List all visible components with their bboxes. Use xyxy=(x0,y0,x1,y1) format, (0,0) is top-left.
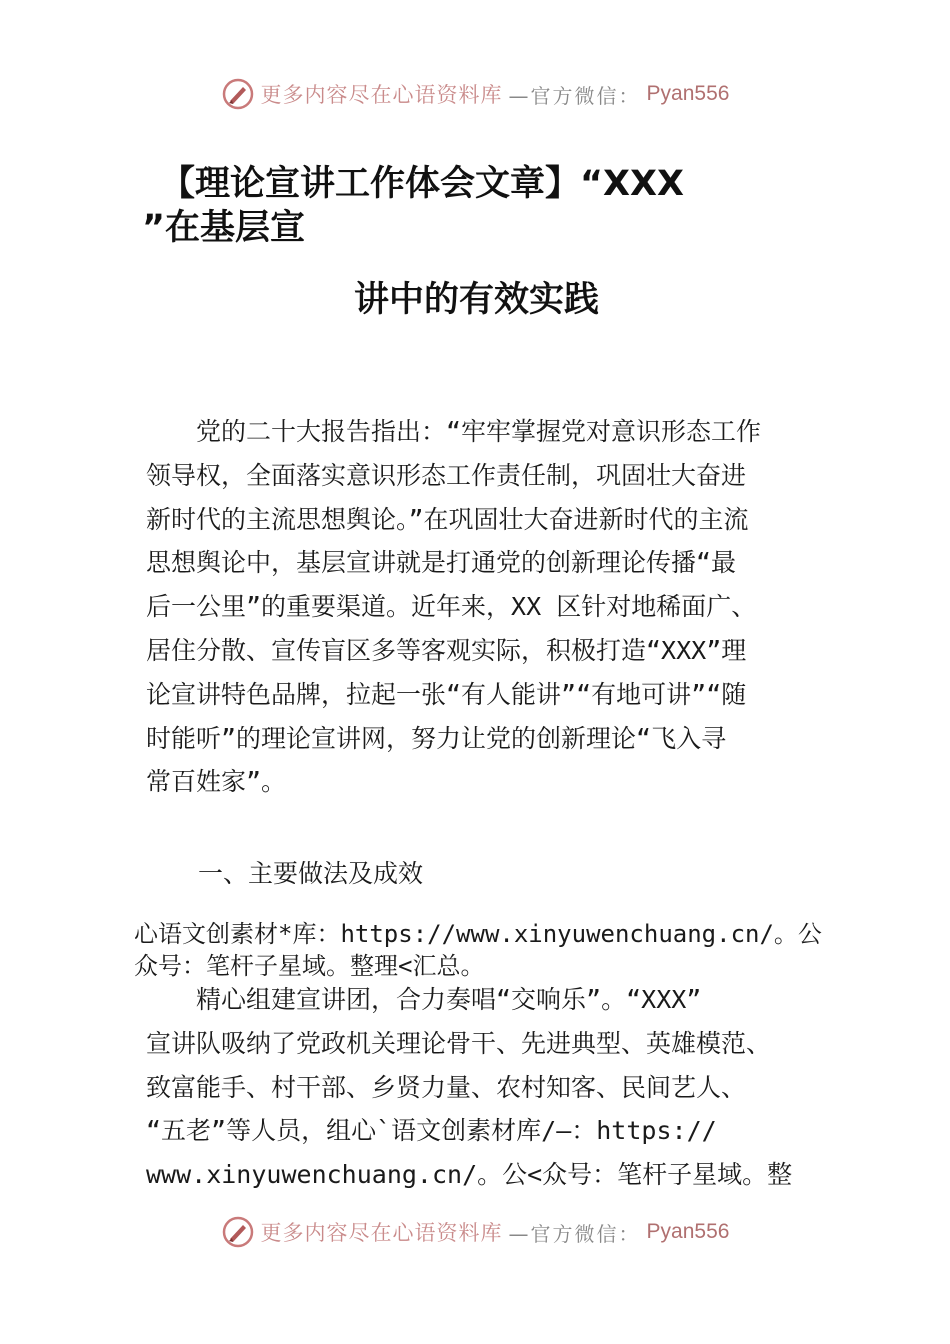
paragraph-line: www.xinyuwenchuang.cn/。公<众号：笔杆子星域。整 xyxy=(146,1160,793,1190)
watermark-main-text: 更多内容尽在心语资料库 xyxy=(260,1221,503,1245)
inserted-note xyxy=(134,918,834,982)
note-line: 心语文创素材*库：https://www.xinyuwenchuang.cn/。公 xyxy=(134,920,822,948)
paragraph-line: “五老”等人员，组心`语文创素材库/—：https:// xyxy=(146,1116,717,1146)
intro-paragraph xyxy=(146,410,826,804)
brush-logo-icon xyxy=(221,77,255,111)
document-title-line-1: 【理论宣讲工作体会文章】“XXX xyxy=(160,164,684,204)
footer-watermark xyxy=(0,1212,950,1252)
body-paragraph xyxy=(146,978,836,1197)
paragraph-line: 居住分散、宣传盲区多等客观实际，积极打造“XXX”理 xyxy=(146,635,747,665)
watermark-sub-text: —官方微信： xyxy=(508,83,641,108)
paragraph-line: 时能听”的理论宣讲网，努力让党的创新理论“飞入寻 xyxy=(146,723,727,753)
watermark-id-text: Pyan556 xyxy=(646,1220,730,1243)
paragraph-line: 宣讲队吸纳了党政机关理论骨干、先进典型、英雄模范、 xyxy=(146,1028,772,1058)
paragraph-line: 精心组建宣讲团，合力奏唱“交响乐”。“XXX” xyxy=(146,985,702,1014)
paragraph-line: 新时代的主流思想舆论。”在巩固壮大奋进新时代的主流 xyxy=(146,504,749,534)
paragraph-line: 论宣讲特色品牌，拉起一张“有人能讲”“有地可讲”“随 xyxy=(146,679,747,709)
brush-logo-icon xyxy=(221,1215,255,1249)
watermark-sub-text: —官方微信： xyxy=(508,1221,641,1246)
section-heading: 一、主要做法及成效 xyxy=(198,859,424,888)
paragraph-line: 领导权，全面落实意识形态工作责任制，巩固壮大奋进 xyxy=(146,460,747,490)
paragraph-line: 思想舆论中，基层宣讲就是打通党的创新理论传播“最 xyxy=(146,548,737,578)
paragraph-line: 党的二十大报告指出：“牢牢掌握党对意识形态工作 xyxy=(146,417,762,446)
paragraph-line: 常百姓家”。 xyxy=(146,767,287,797)
paragraph-line: 致富能手、村干部、乡贤力量、农村知客、民间艺人、 xyxy=(146,1072,747,1102)
header-watermark xyxy=(0,74,950,114)
watermark-main-text: 更多内容尽在心语资料库 xyxy=(260,83,503,107)
document-title-line-2: ”在基层宣 xyxy=(142,208,306,248)
paragraph-line: 后一公里”的重要渠道。近年来，XX 区针对地稀面广、 xyxy=(146,592,757,622)
note-line: 众号：笔杆子星域。整理<汇总。 xyxy=(134,952,485,980)
watermark-id-text: Pyan556 xyxy=(646,82,730,105)
document-title-line-3: 讲中的有效实践 xyxy=(354,280,600,320)
